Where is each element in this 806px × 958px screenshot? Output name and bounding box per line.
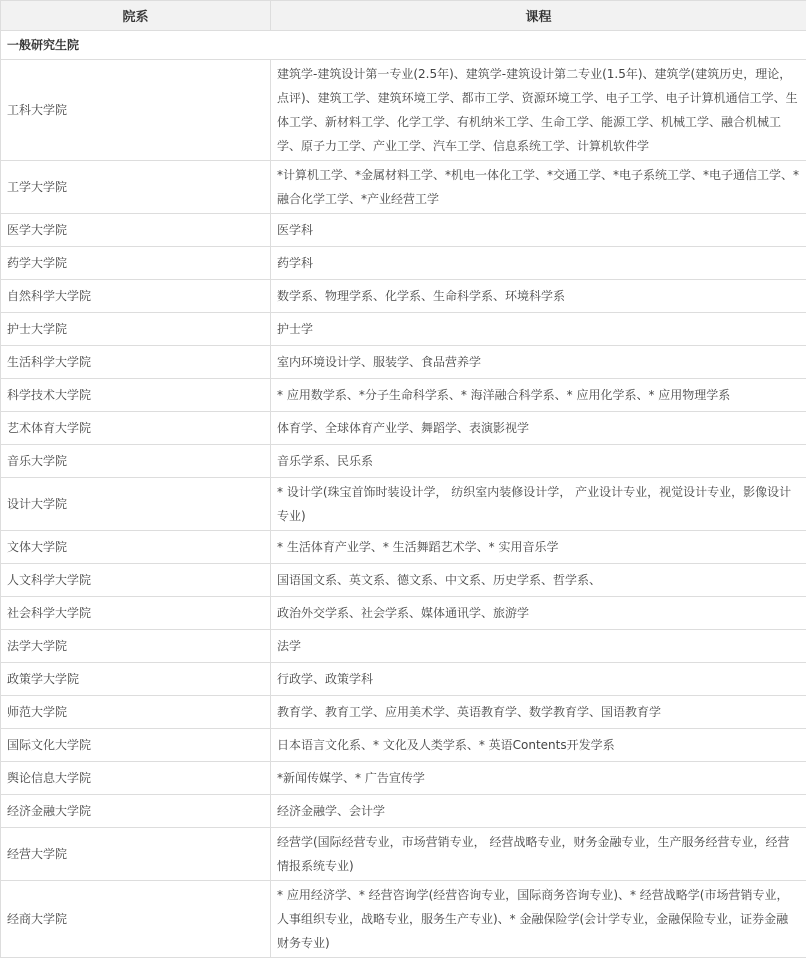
department-cell: 护士大学院 bbox=[1, 313, 271, 346]
department-cell: 经济金融大学院 bbox=[1, 795, 271, 828]
table-row bbox=[1, 630, 806, 663]
department-cell: 工科大学院 bbox=[1, 60, 271, 161]
department-cell: 自然科学大学院 bbox=[1, 280, 271, 313]
department-cell: 科学技术大学院 bbox=[1, 379, 271, 412]
department-cell: 经营大学院 bbox=[1, 828, 271, 881]
department-cell: 设计大学院 bbox=[1, 478, 271, 531]
course-cell: * 生活体育产业学、* 生活舞蹈艺术学、* 实用音乐学 bbox=[271, 531, 806, 564]
course-cell: 法学 bbox=[271, 630, 806, 663]
table-row bbox=[1, 795, 806, 828]
table-row bbox=[1, 881, 806, 958]
course-cell: 护士学 bbox=[271, 313, 806, 346]
table-row bbox=[1, 762, 806, 795]
table-row bbox=[1, 214, 806, 247]
department-cell: 舆论信息大学院 bbox=[1, 762, 271, 795]
department-cell: 文体大学院 bbox=[1, 531, 271, 564]
table-row bbox=[1, 564, 806, 597]
section-title: 一般研究生院 bbox=[1, 31, 806, 60]
course-cell: *新闻传媒学、* 广告宣传学 bbox=[271, 762, 806, 795]
table-row bbox=[1, 729, 806, 762]
course-cell: 医学科 bbox=[271, 214, 806, 247]
course-cell: 体育学、全球体育产业学、舞蹈学、表演影视学 bbox=[271, 412, 806, 445]
table-row bbox=[1, 247, 806, 280]
course-cell: 药学科 bbox=[271, 247, 806, 280]
table-row bbox=[1, 478, 806, 531]
course-cell: 行政学、政策学科 bbox=[271, 663, 806, 696]
course-cell: 政治外交学系、社会学系、媒体通讯学、旅游学 bbox=[271, 597, 806, 630]
table-row bbox=[1, 280, 806, 313]
header-courses: 课程 bbox=[271, 1, 806, 31]
course-cell: 国语国文系、英文系、德文系、中文系、历史学系、哲学系、 bbox=[271, 564, 806, 597]
table-row bbox=[1, 828, 806, 881]
course-cell: * 应用经济学、* 经营咨询学(经营咨询专业，国际商务咨询专业)、* 经营战略学(市场营销专业，人事组织专业，战略专业，服务生产专业)、* 金融保险学(会计学专业，金融保险专业，证券金融财务专业) bbox=[271, 881, 806, 958]
table-row bbox=[1, 663, 806, 696]
table-row bbox=[1, 379, 806, 412]
table-row bbox=[1, 445, 806, 478]
department-cell: 国际文化大学院 bbox=[1, 729, 271, 762]
section-row bbox=[1, 31, 806, 60]
department-cell: 师范大学院 bbox=[1, 696, 271, 729]
table-row bbox=[1, 412, 806, 445]
course-cell: 建筑学-建筑设计第一专业(2.5年)、建筑学-建筑设计第二专业(1.5年)、建筑学(建筑历史，理论，点评)、建筑工学、建筑环境工学、都市工学、资源环境工学、电子工学、电子计算机通信工学、生体工学、新材料工学、化学工学、有机纳米工学、生命工学、能源工学、机械工学、融合机械工学、原子力工学、产业工学、汽车工学、信息系统工学、计算机软件学 bbox=[271, 60, 806, 161]
course-cell: 音乐学系、民乐系 bbox=[271, 445, 806, 478]
department-cell: 音乐大学院 bbox=[1, 445, 271, 478]
department-cell: 药学大学院 bbox=[1, 247, 271, 280]
table-header-row bbox=[1, 1, 806, 31]
department-cell: 工学大学院 bbox=[1, 161, 271, 214]
table-row bbox=[1, 161, 806, 214]
department-cell: 人文科学大学院 bbox=[1, 564, 271, 597]
course-cell: 教育学、教育工学、应用美术学、英语教育学、数学教育学、国语教育学 bbox=[271, 696, 806, 729]
table-row bbox=[1, 696, 806, 729]
course-cell: * 设计学(珠宝首饰时装设计学， 纺织室内装修设计学， 产业设计专业，视觉设计专业，影像设计专业) bbox=[271, 478, 806, 531]
course-cell: 室内环境设计学、服装学、食品营养学 bbox=[271, 346, 806, 379]
department-cell: 社会科学大学院 bbox=[1, 597, 271, 630]
course-cell: 经济金融学、会计学 bbox=[271, 795, 806, 828]
table-row bbox=[1, 346, 806, 379]
table-row bbox=[1, 531, 806, 564]
course-cell: 经营学(国际经营专业，市场营销专业， 经营战略专业，财务金融专业，生产服务经营专业，经营情报系统专业) bbox=[271, 828, 806, 881]
department-cell: 政策学大学院 bbox=[1, 663, 271, 696]
department-cell: 生活科学大学院 bbox=[1, 346, 271, 379]
table-row bbox=[1, 313, 806, 346]
department-cell: 经商大学院 bbox=[1, 881, 271, 958]
department-cell: 法学大学院 bbox=[1, 630, 271, 663]
table-row bbox=[1, 597, 806, 630]
department-cell: 艺术体育大学院 bbox=[1, 412, 271, 445]
table-row bbox=[1, 60, 806, 161]
course-cell: * 应用数学系、*分子生命科学系、* 海洋融合科学系、* 应用化学系、* 应用物理学系 bbox=[271, 379, 806, 412]
course-cell: *计算机工学、*金属材料工学、*机电一体化工学、*交通工学、*电子系统工学、*电子通信工学、*融合化学工学、*产业经营工学 bbox=[271, 161, 806, 214]
course-cell: 数学系、物理学系、化学系、生命科学系、环境科学系 bbox=[271, 280, 806, 313]
header-department: 院系 bbox=[1, 1, 271, 31]
department-cell: 医学大学院 bbox=[1, 214, 271, 247]
course-cell: 日本语言文化系、* 文化及人类学系、* 英语Contents开发学系 bbox=[271, 729, 806, 762]
